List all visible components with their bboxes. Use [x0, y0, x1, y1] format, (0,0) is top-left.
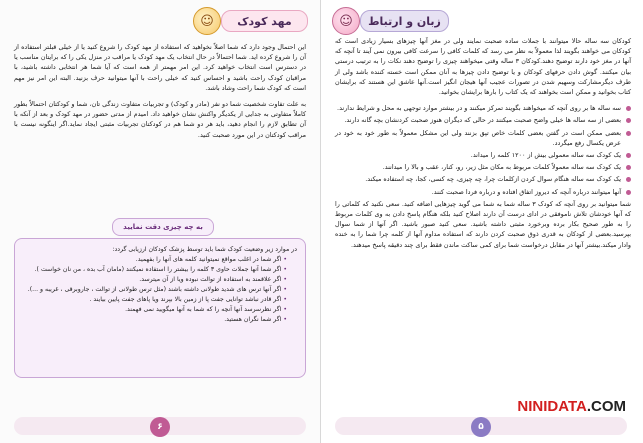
left-body-text — [14, 42, 306, 146]
bullet-item: یک کودک سه ساله هنگام سوال کردن ازکلمات چرا، چه چیزی، چه کسی، کجا، چه استفاده میکند. — [335, 174, 631, 184]
baby-face-icon: ☺ — [332, 7, 360, 35]
left-page-title: مهد کودک — [221, 10, 308, 32]
left-page — [0, 0, 321, 443]
tip-list — [23, 255, 297, 325]
tip-box — [14, 238, 306, 378]
right-page — [321, 0, 642, 443]
bullet-item: سه ساله ها بر روی آنچه که میخواهند بگویند تمرکز میکنند و در بیشتر موارد توجهی به محل و شرایط ندارند. — [335, 103, 631, 113]
left-header-banner — [190, 8, 308, 34]
site-watermark — [517, 398, 626, 415]
right-page-title: زبان و ارتباط — [360, 10, 449, 32]
left-paragraph-2: به علت تفاوت شخصیت شما دو نفر (مادر و کودک) و تجربیات متفاوت زندگی تان، شما و کودکتان احتمالاً بطور کاملاً متفاوتی به جدایی از یکدیگر واکنش نشان خواهید داد. امیدم از مدتی حضور در مهد کودک و بعد از آنکه با آن تطابق لازم را انجام دهید، باید هر دو شما هم در کودکتان تجربیات مثبتی ایجاد نماید.اگر اینگونه نیست با مراقب کودکتان در این مورد صحبت کنید. — [14, 100, 306, 139]
baby-face-icon: ☺ — [193, 7, 221, 35]
tip-item: • اگر علاقمند به استفاده از توالت نبوده ویا از آن میترسد. — [23, 275, 287, 285]
tip-box-title: به چه چیزی دقت نمایید — [112, 218, 214, 236]
bullet-item: یک کودک سه ساله معمولی بیش از ۱۲۰۰ کلمه را میداند. — [335, 150, 631, 160]
watermark-brand: NINIDATA — [517, 398, 587, 415]
right-page-number: ۵ — [471, 417, 491, 437]
right-paragraph-1: کودکان سه ساله حالا میتوانند با جملات ساده صحبت نمایند ولی در مغز آنها چیزهای بسیار زیادی است که کودکان می خواهند بگویند لذا معمولاً به نظر می رسد که کلمات کافی را سرعت کافی بیرون نمی آیند تا آنچه که آنها در مغز خود دارند توضیح دهند.کودکان ۳ ساله وقتی میخواهند چیزی را توضیح دهند نکات را به ترتیب درستی بیان میکنند. گوش دادن حرفهای کودکان و یا توضیح دادن چیزها به آنان ممکن است خسته کننده باشد ولی از طرف دیگرمشارکت وسهیم شدن در تصورات عجیب آنها هیجان انگیز است.آنها عاشق این هستند که برایشان کتاب بخوانید و ممکن است بخواهند که یک کتاب را بارها برایشان بخوانید. — [335, 37, 631, 97]
watermark-tld: .COM — [586, 398, 626, 415]
tip-item: • اگر آنها ترس های شدید طولانی داشته باشند (مثل ترس طولانی از توالت ، جاروبرقی ، غریبه و ...). — [23, 285, 287, 295]
bullet-item: یک کودک سه ساله معمولاً کلمات مربوط به مکان مثل زیر، رو، کنار، عقب و بالا را میدانند. — [335, 162, 631, 172]
right-header-banner — [329, 8, 449, 34]
bullet-item: بعضی ممکن است در گفتن بعضی کلمات خاص تپق بزنند ولی این مشکل معمولاً به طور خود به خود در عرض یکسال رفع میگردد. — [335, 128, 631, 148]
tip-item: • اگر شما آنها جملات حاوی ۳ کلمه را بیشتر را استفاده نمیکنند (مامان آب بده ، من نان خواست ). — [23, 265, 287, 275]
right-bullet-list — [335, 103, 631, 197]
bullet-item: بعضی از سه ساله ها خیلی واضح صحبت میکنند در حالی که دیگران هنوز صحبت کردنشان بچه گانه دارند. — [335, 115, 631, 125]
left-page-number: ۶ — [150, 417, 170, 437]
left-paragraph-1: این احتمال وجود دارد که شما اصلاً نخواهید که استفاده از مهد کودک را شروع کنید یا از خیلی قبلتر استفاده از آن را شروع کرده اید. شما احتمالاً در حال انتخاب یک مهد کودک یا مراقب در منزل یکی را که برایتان مناسب یا در دسترس است انتخاب خواهید کرد. این امر مهمتر از همه است که آیا شما هر انتخابی داشته باشید، با مراقبان کودک راحت باشید و احساس کنید که خیلی راحت با آنها میتوانید حرف بزنید. البته این امر نیز مهم است که کودک شما راحت وشاد باشد. — [14, 43, 306, 92]
tip-item: • اگر شما نگران هستید. — [23, 315, 287, 325]
tip-item: • اگر قادر نباشد توانایی جفت پا از زمین بالا بپرند ویا پاهای جفت پایین بیایند . — [23, 295, 287, 305]
bullet-item: آنها میتوانند درباره آنچه که دیروز اتفاق افتاده و درباره فردا صحبت کنند. — [335, 187, 631, 197]
right-body-text — [335, 36, 631, 256]
tip-intro: در موارد زیر وضعیت کودک شما باید توسط پزشک کودکان ارزیابی گردد: — [112, 246, 297, 253]
right-paragraph-2: شما میتوانید بر روی آنچه که کودک ۳ ساله شما به شما می گوید چیزهایی اضافه کنید. سعی نکنید که کلماتی را که آنها خودشان تلاش ناموفقی در ادای درست آن دارند اصلاح کنید بلکه هنگام پاسخ دادن به وی کلمات مربوط را به طور صحیح بکار برده وبرخورد مثبتی داشته باشید. سعی کنید صبور باشید. اگر آنها از شما سوال بپرسید.بعضی از کودکان به قدری ذوق صحبت کردن دارند که استفاده مداوم آنها از کلمه چرا شما را به خنده وادار میکند.بیشتر آنها در مقابل درخواست شما برای کمی ساکت ماندن فقط برای چند دقیقه پاسخ میدهند. — [335, 199, 631, 249]
tip-item: • اگر نظرسرسد آنها آنچه را که شما به آنها میگویید نمی فهمند. — [23, 305, 287, 315]
tip-item: • اگر شما در اغلب مواقع نمیتوانید کلمه های آنها را بفهمید. — [23, 255, 287, 265]
